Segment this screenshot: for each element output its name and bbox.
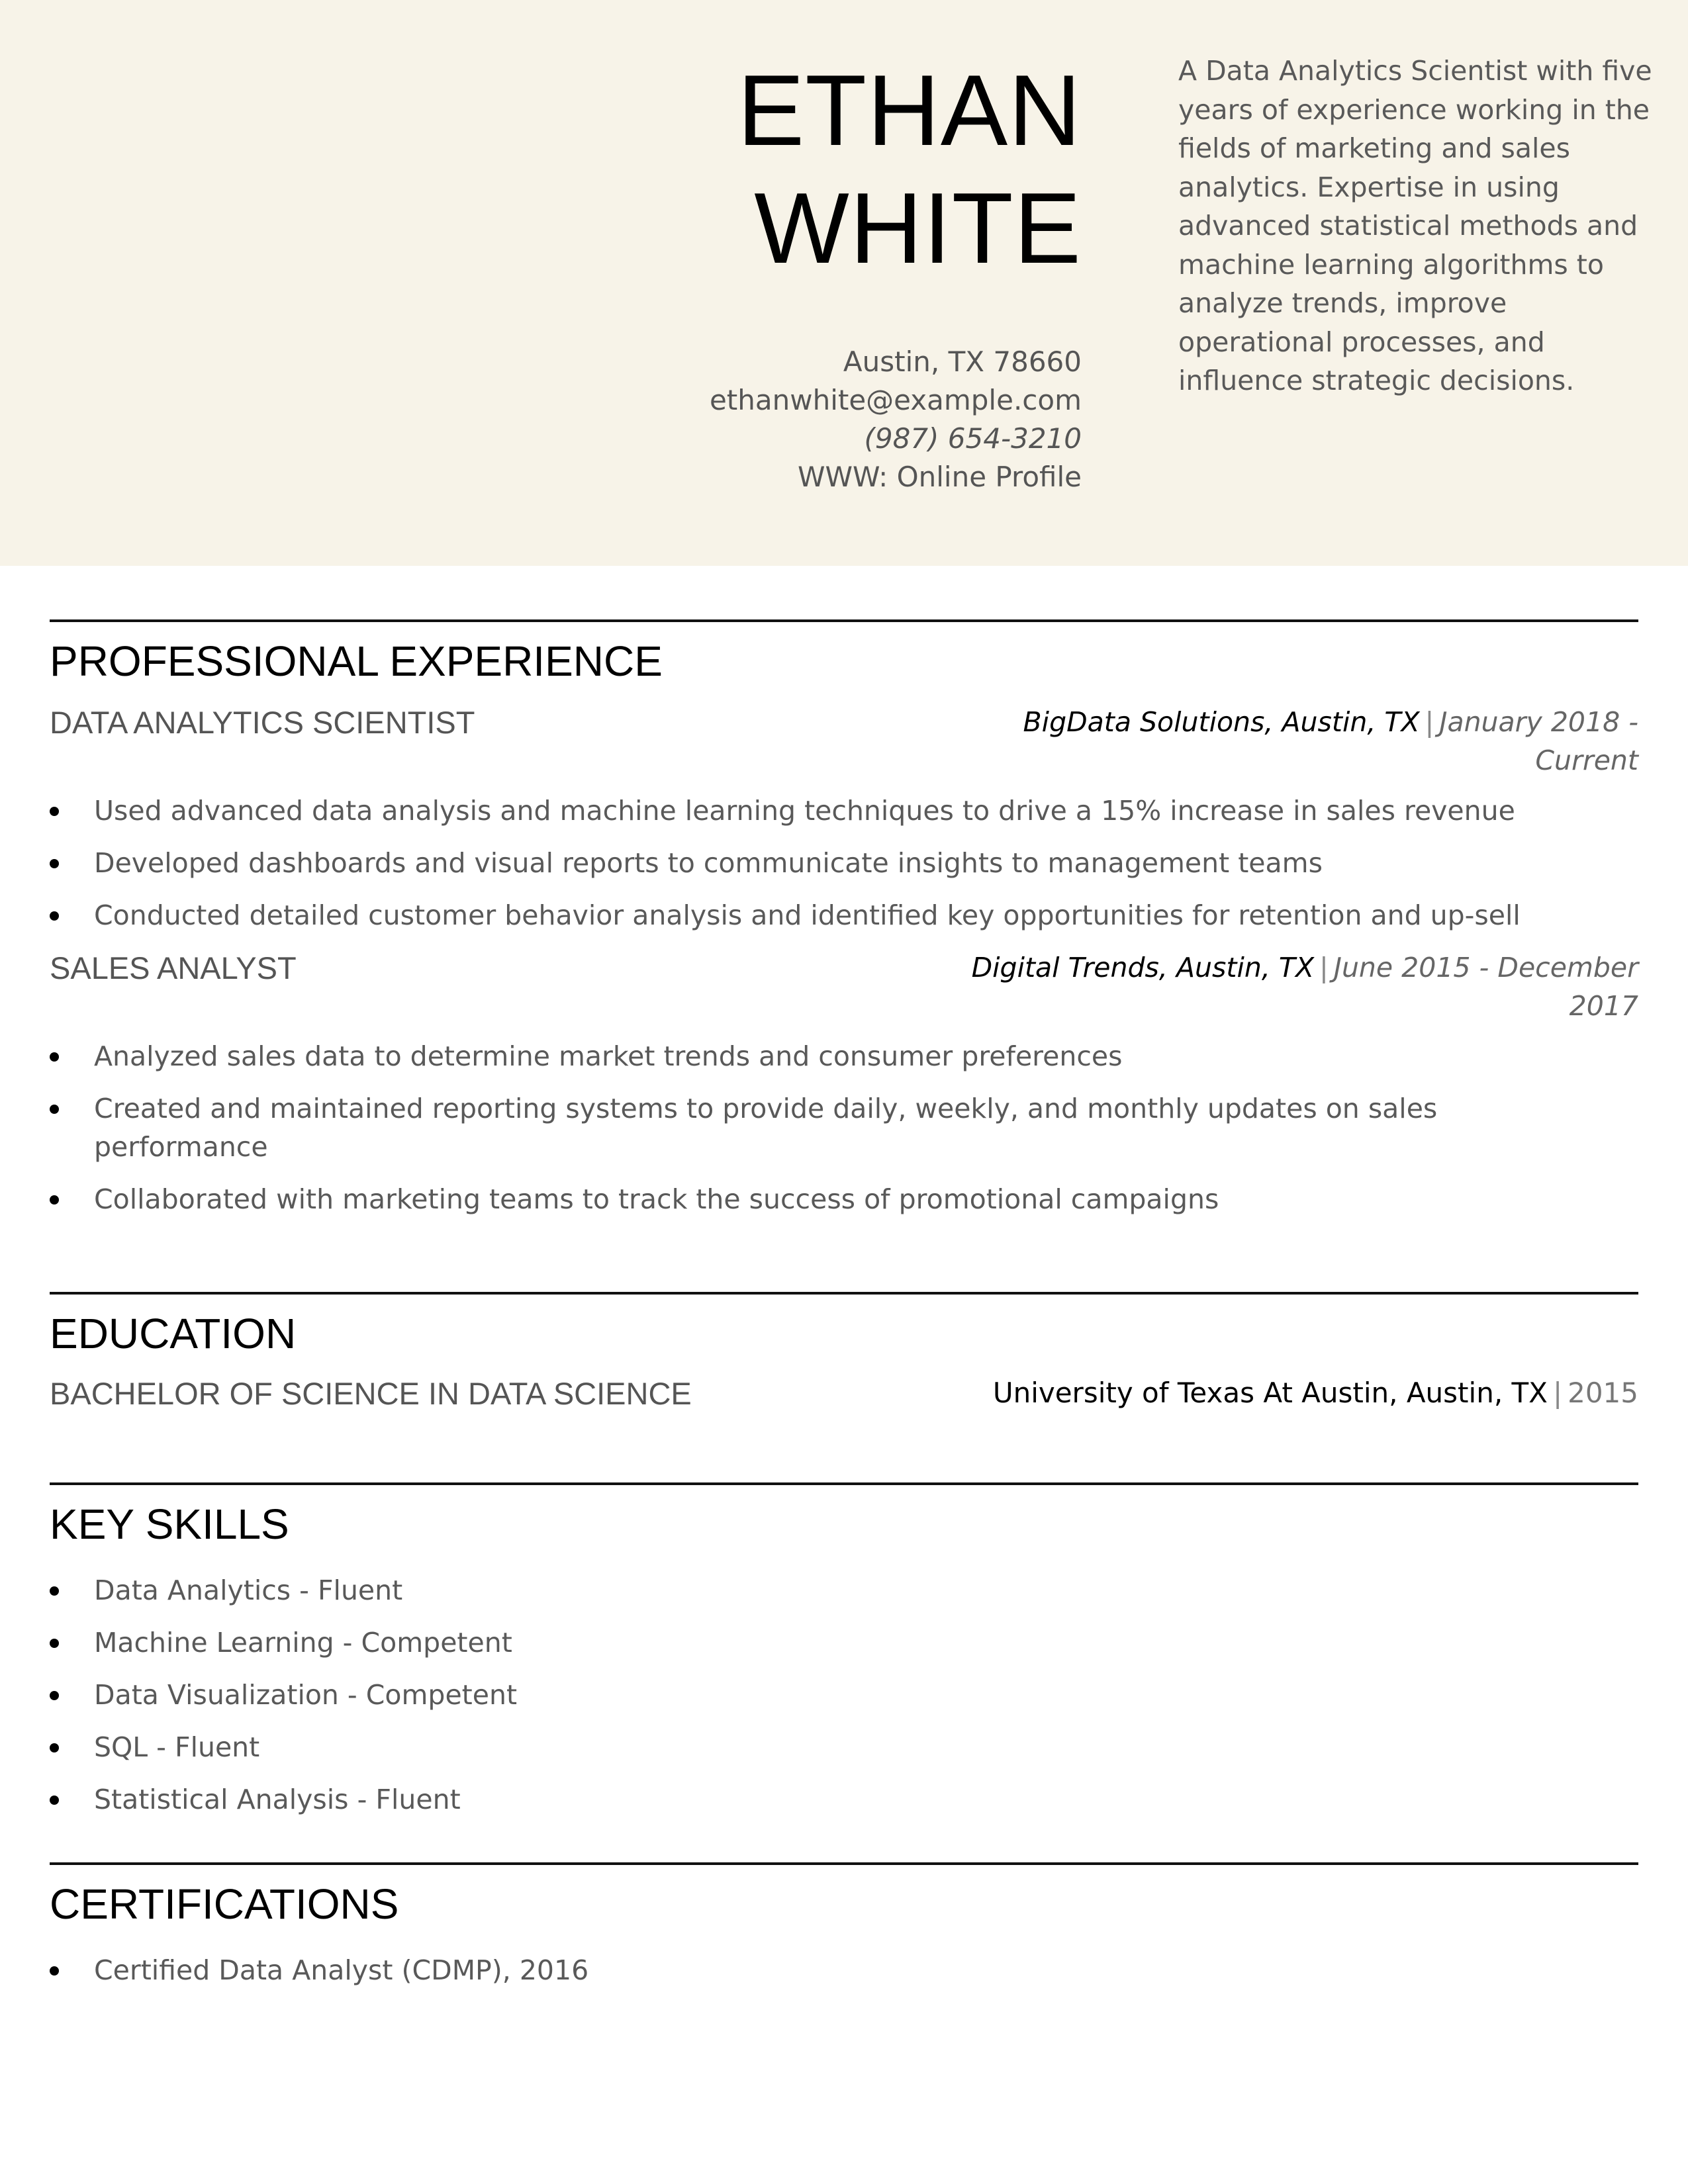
contact-info bbox=[486, 343, 1082, 496]
job-location: Austin, TX bbox=[1282, 706, 1420, 738]
experience-section bbox=[50, 619, 1638, 1232]
list-item: Collaborated with marketing teams to track the success of promotional campaigns bbox=[50, 1180, 1570, 1218]
professional-summary: A Data Analytics Scientist with five years of experience working in the fields of marketing and sales analytics. Expertise in using advanced statistical methods and machine learning algorithms to analyze trends, improve operational processes, and influence strategic decisions. bbox=[1178, 55, 1652, 396]
phone: (987) 654-3210 bbox=[864, 422, 1082, 455]
section-title: PROFESSIONAL EXPERIENCE bbox=[50, 637, 663, 685]
school-name: University of Texas At Austin, Austin, TX bbox=[992, 1377, 1548, 1409]
skills-section bbox=[50, 1482, 1638, 1833]
job-meta: BigData Solutions, Austin, TX | January 2018 - Current bbox=[1023, 706, 1638, 776]
list-item: Machine Learning - Competent bbox=[50, 1623, 1570, 1662]
job-dates-end: 2017 bbox=[1569, 990, 1638, 1022]
section-divider bbox=[50, 1482, 1638, 1485]
list-item: Certified Data Analyst (CDMP), 2016 bbox=[50, 1951, 1570, 1989]
job-header bbox=[50, 703, 1638, 781]
section-divider bbox=[50, 1862, 1638, 1865]
list-item: Used advanced data analysis and machine learning techniques to drive a 15% increase in sales revenue bbox=[50, 792, 1570, 830]
company-name: BigData Solutions bbox=[1023, 706, 1265, 738]
last-name: WHITE bbox=[754, 172, 1082, 285]
list-item: Developed dashboards and visual reports to communicate insights to management teams bbox=[50, 844, 1570, 882]
skills-list bbox=[50, 1571, 1638, 1819]
candidate-name bbox=[552, 52, 1082, 287]
first-name: ETHAN bbox=[737, 54, 1082, 167]
job-dates: January 2018 - bbox=[1439, 706, 1638, 738]
job-header bbox=[50, 948, 1638, 1026]
section-title: CERTIFICATIONS bbox=[50, 1880, 399, 1928]
section-divider bbox=[50, 619, 1638, 622]
list-item: SQL - Fluent bbox=[50, 1728, 1570, 1766]
job-bullets bbox=[50, 1037, 1638, 1218]
resume-header bbox=[0, 0, 1688, 566]
certifications-list bbox=[50, 1951, 1638, 1989]
section-divider bbox=[50, 1292, 1638, 1295]
graduation-year: 2015 bbox=[1568, 1377, 1638, 1409]
degree: BACHELOR OF SCIENCE IN DATA SCIENCE bbox=[50, 1376, 692, 1411]
job-title: DATA ANALYTICS SCIENTIST bbox=[50, 705, 475, 740]
company-name: Digital Trends bbox=[971, 952, 1159, 983]
job-meta: Digital Trends, Austin, TX | June 2015 - December 2017 bbox=[971, 952, 1638, 1022]
job-location: Austin, TX bbox=[1176, 952, 1315, 983]
section-title: EDUCATION bbox=[50, 1310, 297, 1357]
list-item: Conducted detailed customer behavior analysis and identified key opportunities for retention and up-sell bbox=[50, 896, 1570, 934]
education-section bbox=[50, 1292, 1638, 1420]
job-dates: June 2015 - December bbox=[1333, 952, 1638, 983]
list-item: Data Analytics - Fluent bbox=[50, 1571, 1570, 1610]
email: ethanwhite@example.com bbox=[709, 384, 1082, 416]
section-title: KEY SKILLS bbox=[50, 1500, 289, 1548]
address: Austin, TX 78660 bbox=[843, 345, 1082, 378]
certifications-section bbox=[50, 1862, 1638, 2003]
list-item: Analyzed sales data to determine market trends and consumer preferences bbox=[50, 1037, 1570, 1075]
job-bullets bbox=[50, 792, 1638, 934]
school-meta: University of Texas At Austin, Austin, TX | 2015 bbox=[992, 1377, 1638, 1409]
job-title: SALES ANALYST bbox=[50, 950, 297, 985]
list-item: Statistical Analysis - Fluent bbox=[50, 1780, 1570, 1819]
list-item: Data Visualization - Competent bbox=[50, 1676, 1570, 1714]
website-link[interactable]: WWW: Online Profile bbox=[797, 461, 1082, 493]
job-dates-end: Current bbox=[1535, 745, 1638, 776]
list-item: Created and maintained reporting systems to provide daily, weekly, and monthly updates on sales performance bbox=[50, 1089, 1570, 1166]
education-entry bbox=[50, 1374, 1638, 1420]
